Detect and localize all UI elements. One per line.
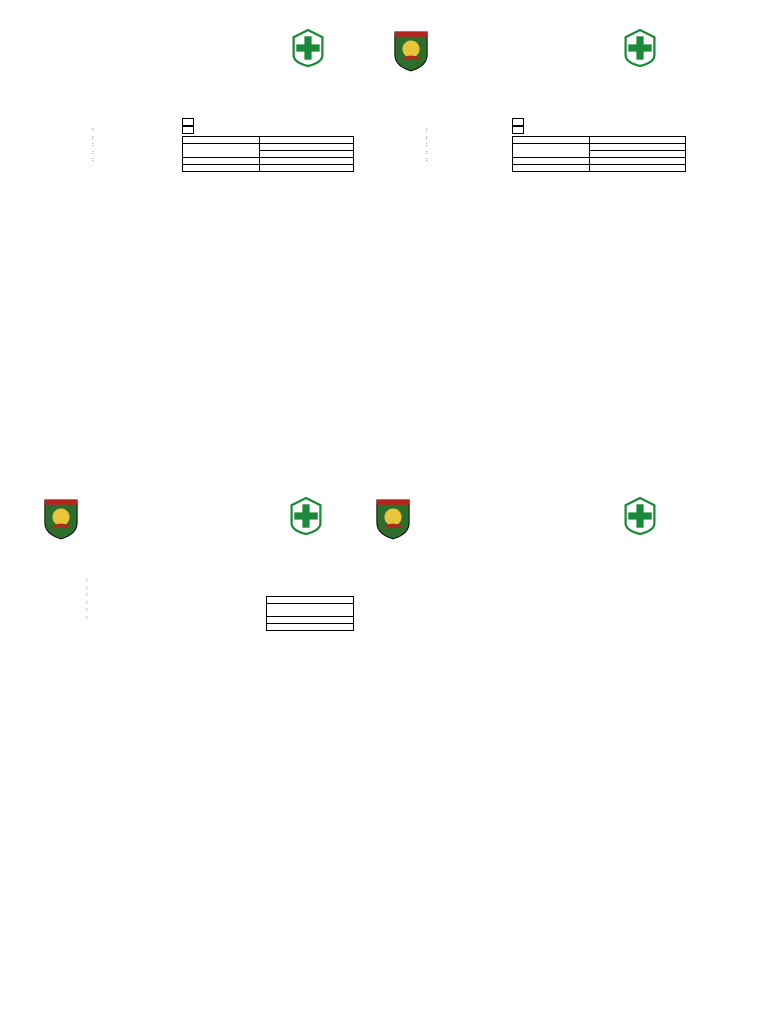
result-header-left	[92, 488, 282, 490]
regency-emblem-icon	[392, 28, 430, 72]
checkbox[interactable]	[512, 126, 524, 134]
puskesmas-cross-icon	[622, 28, 658, 68]
clinical-box	[182, 136, 354, 172]
result-clinical-left	[266, 596, 354, 631]
request-header-left	[100, 24, 290, 26]
insurance-box	[512, 118, 686, 134]
puskesmas-cross-icon	[288, 496, 324, 536]
result-patient-info: : : : : : :	[86, 576, 88, 621]
regency-emblem-icon	[374, 496, 412, 540]
checkbox[interactable]	[182, 118, 194, 126]
result-header-right	[418, 490, 618, 492]
request-header-right	[430, 24, 620, 26]
patient-info: : : : : :	[426, 126, 428, 164]
regency-emblem-icon	[42, 496, 80, 540]
patient-info: : : : : :	[92, 126, 94, 164]
clinical-box	[512, 136, 686, 172]
puskesmas-cross-icon	[290, 28, 326, 68]
insurance-box	[182, 118, 354, 134]
checkbox[interactable]	[182, 126, 194, 134]
puskesmas-cross-icon	[622, 496, 658, 536]
checkbox[interactable]	[512, 118, 524, 126]
